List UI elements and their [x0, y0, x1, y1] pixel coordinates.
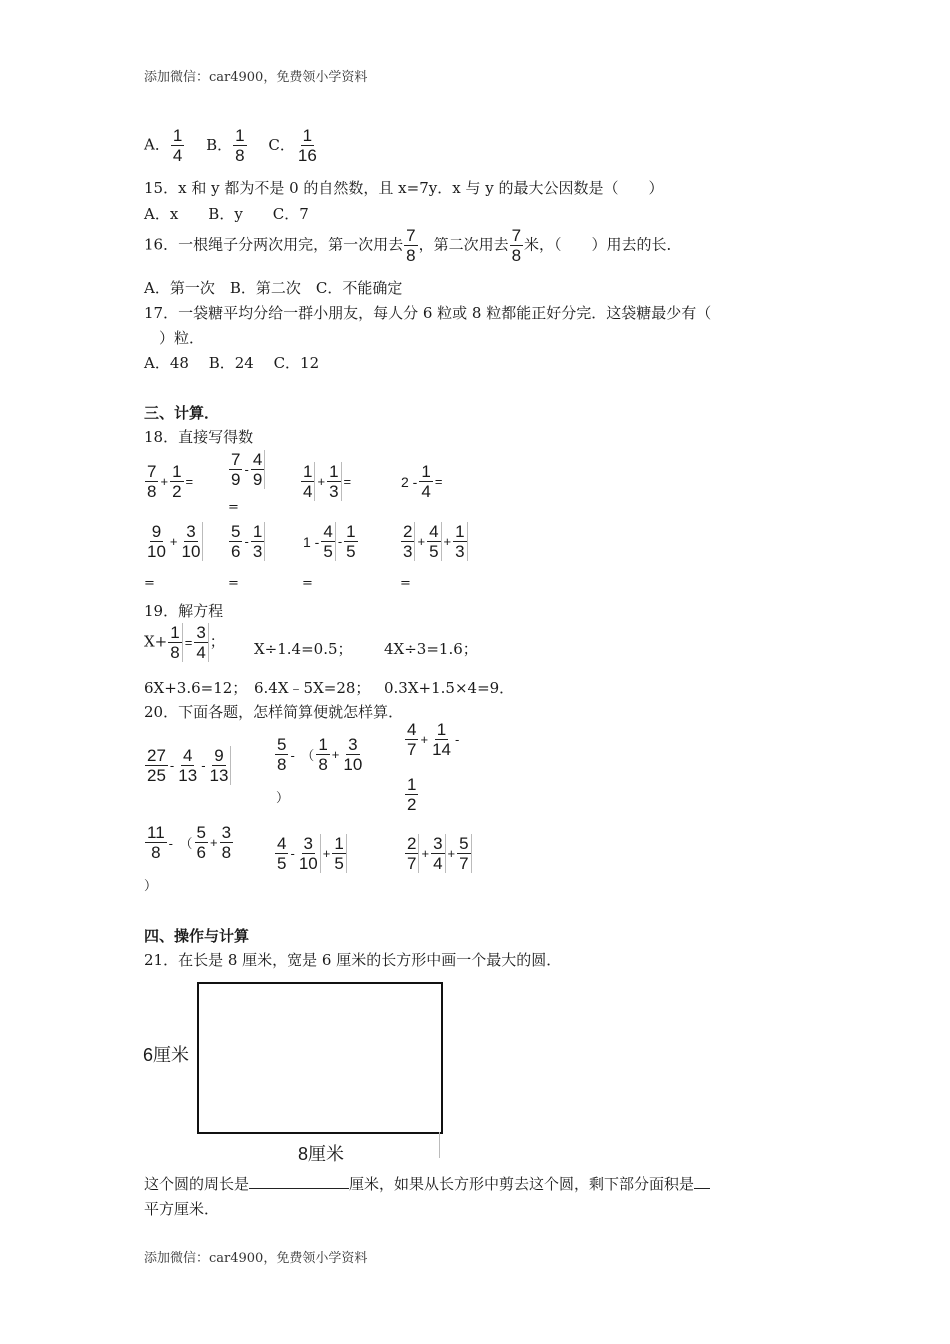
q20-expr-1: $\frac{27}{25}$ - $\frac{4}{13}$ - $\frac{9}{13}$	[144, 746, 232, 785]
q20-expr-4-close: ）	[144, 879, 158, 894]
q14-option-b-label: B．	[206, 135, 233, 154]
q21-answer-line: 这个圆的周长是 厘米，如果从长方形中剪去这个圆，剩下部分面积是	[144, 1173, 710, 1194]
q20-expr-4: $\frac{11}{8}$ - （ $\frac{5}{6}$ + $\frac{3}{8}$	[147, 823, 232, 862]
q14-options	[144, 126, 320, 165]
q20-expr-5: $\frac{4}{5}$ - $\frac{3}{10}$ + $\frac{1}{5}$	[274, 834, 348, 873]
section-4-heading: 四、操作与计算	[144, 927, 250, 945]
q17-line2: ）粒．	[144, 329, 205, 347]
q18-expr-5: $\frac{9}{10}$ + $\frac{3}{10}$	[144, 522, 204, 561]
q15-options: A．x B．y C．7	[144, 205, 309, 223]
q18-expr-6: $\frac{5}{6}$ - $\frac{1}{3}$	[228, 522, 266, 561]
q17-line1: 17．一袋糖平均分给一群小朋友，每人分 6 粒或 8 粒都能正好分完．这袋糖最少有（	[144, 304, 712, 322]
q18-expr-5-equals: =	[144, 576, 155, 591]
q19-equation-5: 6.4X﹣5X=28；	[254, 679, 371, 697]
q18-expr-2-equals: =	[228, 500, 239, 515]
q18-expr-4: 2 - $\frac{1}{4}$ =	[401, 462, 443, 501]
q16-text: 16．一根绳子分两次用完，第一次用去 $\frac{7}{8}$ ，第二次用去 $\frac{7}{8}$ 米，（ ）用去的长．	[144, 226, 682, 265]
q14-option-c-fraction: $\frac{1}{16}$	[297, 126, 317, 165]
section-3-heading: 三、计算．	[144, 404, 220, 422]
q16-fraction-1: $\frac{7}{8}$	[406, 226, 416, 265]
q18-expr-2: $\frac{7}{9}$ - $\frac{4}{9}$	[228, 450, 266, 489]
q18-title: 18．直接写得数	[144, 428, 254, 446]
q18-expr-8-equals: =	[400, 576, 411, 591]
q20-title: 20．下面各题，怎样简算便就怎样算．	[144, 703, 404, 721]
q18-expr-6-equals: =	[228, 576, 239, 591]
q19-equation-1: X+ $\frac{1}{8}$ = $\frac{3}{4}$ ；	[144, 623, 225, 662]
q14-option-a-label: A．	[144, 135, 170, 154]
q21-answer-line-2: 平方厘米．	[144, 1200, 220, 1218]
q17-options: A．48 B．24 C．12	[144, 354, 320, 372]
q19-equation-2: X÷1.4=0.5；	[254, 640, 353, 658]
q19-title: 19．解方程	[144, 602, 224, 620]
rectangle-length-label: 8厘米	[298, 1144, 345, 1164]
q20-expr-3: $\frac{4}{7}$ + $\frac{1}{14}$ -	[407, 720, 460, 759]
q18-expr-3: $\frac{1}{4}$ + $\frac{1}{3}$ =	[303, 462, 352, 501]
q20-expr-2: $\frac{5}{8}$ - （ $\frac{1}{8}$ + $\frac{3}{10}$	[277, 735, 363, 774]
q16-options: A．第一次 B．第二次 C．不能确定	[144, 279, 403, 297]
q19-equation-6: 0.3X+1.5×4=9．	[384, 679, 515, 697]
q18-expr-1: $\frac{7}{8}$ + $\frac{1}{2}$ =	[147, 462, 194, 501]
q19-equation-4: 6X+3.6=12；	[144, 679, 248, 697]
q20-expr-3-cont: $\frac{1}{2}$	[407, 775, 417, 814]
rectangle-width-label: 6厘米	[143, 1045, 190, 1065]
circumference-blank[interactable]	[249, 1173, 349, 1189]
watermark-top: 添加微信：car4900，免费领小学资料	[144, 70, 368, 85]
q14-option-c-label: C．	[268, 135, 295, 154]
q20-expr-2-close: ）	[276, 791, 290, 806]
q14-option-a-fraction: $\frac{1}{4}$	[172, 126, 183, 165]
q18-expr-7: 1 - $\frac{4}{5}$ - $\frac{1}{5}$	[303, 522, 356, 561]
figure-edge-line	[439, 1132, 440, 1158]
q19-equation-3: 4X÷3=1.6；	[384, 640, 478, 658]
q18-expr-8: $\frac{2}{3}$ + $\frac{4}{5}$ + $\frac{1}{3}$	[400, 522, 469, 561]
q21-title: 21．在长是 8 厘米，宽是 6 厘米的长方形中画一个最大的圆．	[144, 951, 562, 969]
area-blank[interactable]	[694, 1173, 710, 1189]
rectangle-figure	[197, 982, 443, 1134]
watermark-bottom: 添加微信：car4900，免费领小学资料	[144, 1251, 368, 1266]
q16-fraction-2: $\frac{7}{8}$	[511, 226, 522, 265]
q15-text: 15．x 和 y 都为不是 0 的自然数，且 x=7y．x 与 y 的最大公因数是（ ）	[144, 179, 664, 197]
q14-option-b-fraction: $\frac{1}{8}$	[235, 126, 245, 165]
q20-expr-6: $\frac{2}{7}$ + $\frac{3}{4}$ + $\frac{5}{7}$	[404, 834, 473, 873]
q18-expr-7-equals: =	[302, 576, 313, 591]
